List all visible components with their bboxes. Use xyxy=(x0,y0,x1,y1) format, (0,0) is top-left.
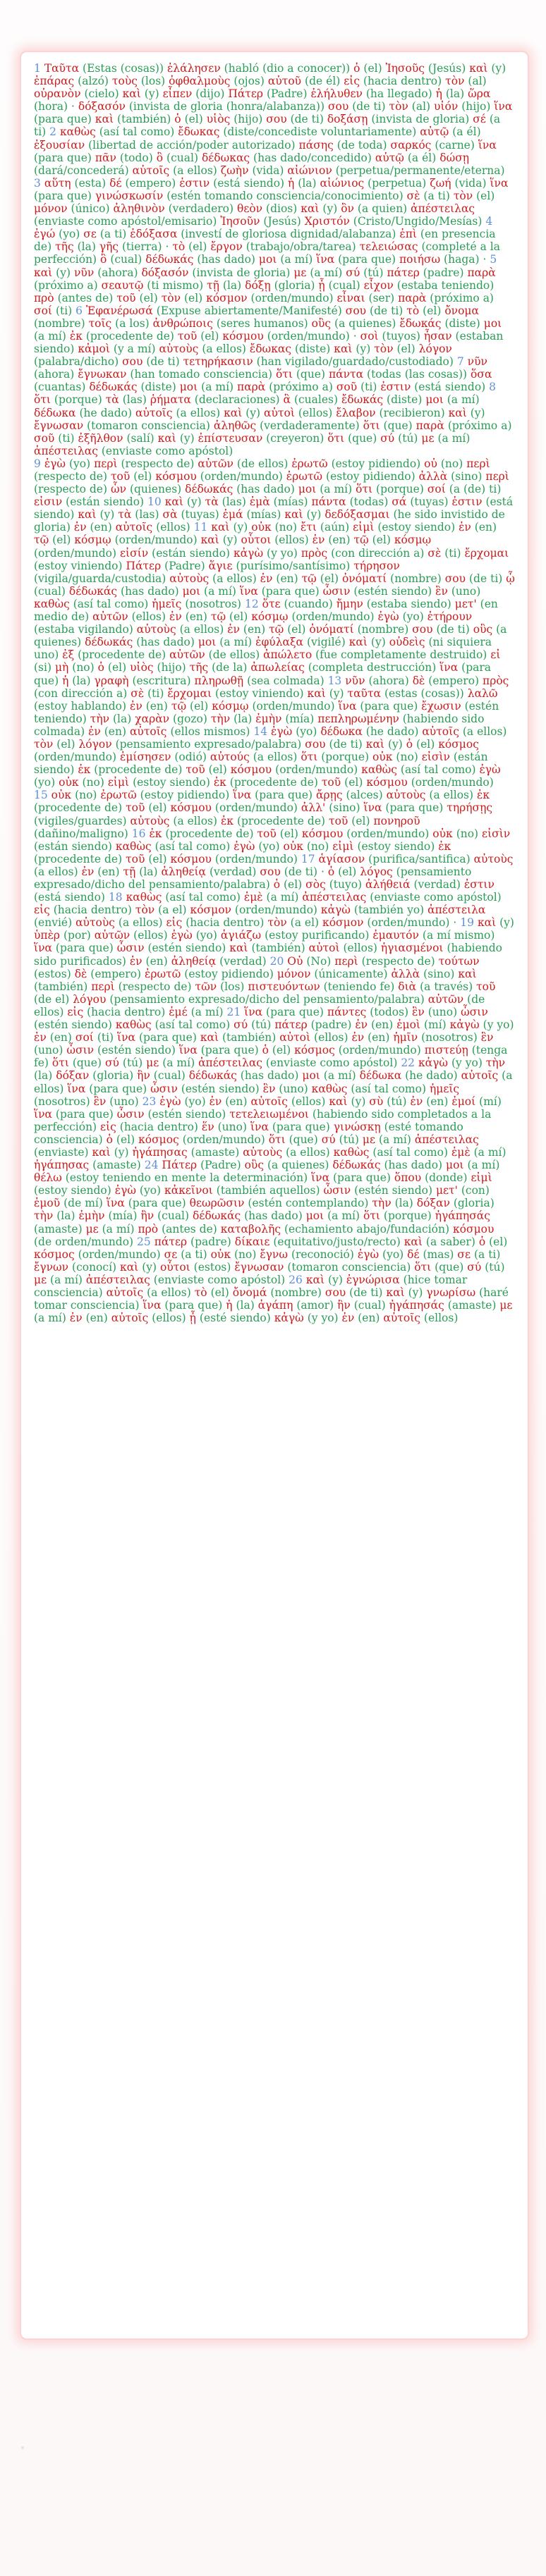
passage-closing: 15 οὐκ (no) ἐρωτῶ (estoy pidiendo) ἵνα (para que) ἄρῃς (alces) αὐτοὺς (a ellos) ἐκ (procedente de) τοῦ (el) κόσμου (orden/mundo) ἀλλ' (sino) ἵνα (para que) τηρήσῃς (vigiles/guardes) αὐτοὺς (a ellos) ἐκ (procedente de) τοῦ (el) πονηροῦ (dañino/maligno) 16 ἐκ (procedente de) τοῦ (el) κόσμου (orden/mundo) οὐκ (no) εἰσὶν (están siendo) καθὼς (así tal como) ἐγὼ (yo) οὐκ (no) εἰμὶ (estoy siendo) ἐκ (procedente de) τοῦ (el) κόσμου (orden/mundo) 17 ἁγίασον (purifica/santifica) αὐτοὺς (a ellos) ἐν (en) τῇ (la) ἀληθείᾳ (verdad) σου (de ti) · ὁ (el) λόγος (pensamiento expresado/dicho del pensamiento/palabra) ὁ (el) σὸς (tuyo) ἀλήθειά (verdad) ἐστιν (está siendo) 18 καθὼς (así tal como) ἐμὲ (a mí) ἀπέστειλας (enviaste como apóstol) εἰς (hacia dentro) τὸν (a el) κόσμον (orden/mundo) κἀγὼ (también yo) ἀπέστειλα (envié) αὐτοὺς (a ellos) εἰς (hacia dentro) τὸν (a el) κόσμον (orden/mundo) · 19 καὶ (y) ὑπὲρ (por) αὐτῶν (ellos) ἐγὼ (yo) ἁγιάζω (estoy purificando) ἐμαυτόν (a mí mismo) ἵνα (para que) ὦσιν (estén siendo) καὶ (también) αὐτοὶ (ellos) ἡγιασμένοι (habiendo sido purificados) ἐν (en) ἀληθείᾳ (verdad) 20 Οὐ (No) περὶ (respecto de) τούτων (estos) δὲ (empero) ἐρωτῶ (estoy pidiendo) μόνον (únicamente) ἀλλὰ (sino) καὶ (también) περὶ (respecto de) τῶν (los) πιστευόντων (teniendo fe) διὰ (a través) τοῦ (de el) λόγου (pensamiento expresado/dicho del pensamiento/palabra) αὐτῶν (de ellos) εἰς (hacia dentro) ἐμέ (a mí) 21 ἵνα (para que) πάντες (todos) ἓν (uno) ὦσιν (estén siendo) καθὼς (así tal como) σύ (tú) πάτερ (padre) ἐν (en) ἐμοὶ (mí) κἀγὼ (y yo) ἐν (en) σοί (ti) ἵνα (para que) καὶ (también) αὐτοὶ (ellos) ἐν (en) ἡμῖν (nosotros) ἓν (uno) ὦσιν (estén siendo) ἵνα (para que) ὁ (el) κόσμος (orden/mundo) πιστεύῃ (tenga fe) ὅτι (que) σύ (tú) με (a mí) ἀπέστειλας (enviaste como apóstol) 22 κἀγὼ (y yo) τὴν (la) δόξαν (gloria) ἣν (cual) δέδωκάς (has dado) μοι (a mí) δέδωκα (he dado) αὐτοῖς (a ellos) ἵνα (para que) ὦσιν (estén siendo) ἓν (uno) καθὼς (así tal como) ἡμεῖς (nosotros) ἓν (uno) 23 ἐγὼ (yo) ἐν (en) αὐτοῖς (ellos) καὶ (y) σὺ (tú) ἐν (en) ἐμοί (mí) ἵνα (para que) ὦσιν (estén siendo) τετελειωμένοι (habiendo sido completados a la perfección) εἰς (hacia dentro) ἕν (uno) ἵνα (para que) γινώσκῃ (esté tomando consciencia) ὁ (el) κόσμος (orden/mundo) ὅτι (que) σύ (tú) με (a mí) ἀπέστειλας (enviaste) καὶ (y) ἠγάπησας (amaste) αὐτοὺς (a ellos) καθὼς (así tal como) ἐμὲ (a mí) ἠγάπησας (amaste) 24 Πάτερ (Padre) οὓς (a quienes) δέδωκάς (has dado) μοι (a mí) θέλω (estoy teniendo en mente la determinación) ἵνα (para que) ὅπου (donde) εἰμὶ (estoy siendo) ἐγὼ (yo) κἀκεῖνοι (también aquellos) ὦσιν (estén siendo) μετ' (con) ἐμοῦ (de mí) ἵνα (para que) θεωρῶσιν (estén contemplando) τὴν (la) δόξαν (gloria) τὴν (la) ἐμὴν (mía) ἣν (cual) δέδωκάς (has dado) μοι (a mí) ὅτι (porque) ἠγάπησάς (amaste) με (a mí) πρὸ (antes de) καταβολῆς (echamiento abajo/fundación) κόσμου (de orden/mundo) 25 πάτερ (padre) δίκαιε (equitativo/justo/recto) καὶ (a saber) ὁ (el) κόσμος (orden/mundo) σε (a ti) οὐκ (no) ἔγνω (reconoció) ἐγὼ (yo) δέ (mas) σε (a ti) ἔγνων (conocí) καὶ (y) οὗτοι (estos) ἔγνωσαν (tomaron consciencia) ὅτι (que) σύ (tú) με (a mí) ἀπέστειλας (enviaste como apóstol) 26 καὶ (y) ἐγνώρισα (hice tomar consciencia) αὐτοῖς (a ellos) τὸ (el) ὄνομά (nombre) σου (de ti) καὶ (y) γνωρίσω (haré tomar consciencia) ἵνα (para que) ἡ (la) ἀγάπη (amor) ἣν (cual) ἠγάπησάς (amaste) με (a mí) ἐν (en) αὐτοῖς (ellos) ᾖ (esté siendo) κἀγὼ (y yo) ἐν (en) αὐτοῖς (ellos) xyxy=(34,789,514,1325)
decorative-dot xyxy=(21,2446,24,2449)
text-panel xyxy=(20,51,529,2340)
passage-intro: 1 Ταῦτα (Estas (cosas)) ἐλάλησεν (habló (dio a conocer)) ὁ (el) Ἰησοῦς (Jesús) καὶ (y) ἐπάρας (alzó) τοὺς (los) ὀφθαλμοὺς (ojos) αὐτοῦ (de él) εἰς (hacia dentro) τὸν (al) οὐρανὸν (cielo) καὶ (y) εἶπεν (dijo) Πάτερ (Padre) ἐλήλυθεν (ha llegado) ἡ (la) ὥρα (hora) · δόξασόν (invista de gloria (honra/alabanza)) σου (de ti) τὸν (al) υἱόν (hijo) ἵνα (para que) καὶ (también) ὁ (el) υἱὸς (hijo) σου (de ti) δοξάσῃ (invista de gloria) σέ (a ti) 2 καθὼς (así tal como) ἔδωκας (diste/concediste voluntariamente) αὐτῷ (a él) ἐξουσίαν (libertad de acción/poder autorizado) πάσης (de toda) σαρκός (carne) ἵνα (para que) πᾶν (todo) ὃ (cual) δέδωκας (has dado/concedido) αὐτῷ (a él) δώσῃ (dará/concederá) αὐτοῖς (a ellos) ζωὴν (vida) αἰώνιον (perpetua/permanente/eterna) 3 αὕτη (esta) δέ (empero) ἐστιν (está siendo) ἡ (la) αἰώνιος (perpetua) ζωή (vida) ἵνα (para que) γινώσκωσίν (estén tomando consciencia/conocimiento) σὲ (a ti) τὸν (el) μόνον (único) ἀληθινὸν (verdadero) θεὸν (dios) καὶ (y) ὃν (a quien) ἀπέστειλας (enviaste como apóstol/emisario) Ἰησοῦν (Jesús) Χριστόν (Cristo/Ungido/Mesías) 4 ἐγώ (yo) σε (a ti) ἐδόξασα (investí de gloriosa dignidad/alabanza) ἐπὶ (en presencia de) τῆς (la) γῆς (tierra) · τὸ (el) ἔργον (trabajo/obra/tarea) τελειώσας (completé a la perfección) ὃ (cual) δέδωκάς (has dado) μοι (a mí) ἵνα (para que) ποιήσω (haga) · 5 καὶ (y) νῦν (ahora) δόξασόν (invista de gloria) με (a mí) σύ (tú) πάτερ (padre) παρὰ (próximo a) σεαυτῷ (ti mismo) τῇ (la) δόξῃ (gloria) ᾗ (cual) εἶχον (estaba teniendo) πρὸ (antes de) τοῦ (el) τὸν (el) κόσμον (orden/mundo) εἶναι (ser) παρὰ (próximo a) σοί (ti) 6 Ἐφανέρωσά (Expuse abiertamente/Manifesté) σου (de ti) τὸ (el) ὄνομα (nombre) τοῖς (a los) ἀνθρώποις (seres humanos) οὓς (a quienes) ἔδωκάς (diste) μοι (a mí) ἐκ (procedente de) τοῦ (el) κόσμου (orden/mundo) · σοὶ (tuyos) ἦσαν (estaban siendo) κἀμοὶ (y a mí) αὐτοὺς (a ellos) ἔδωκας (diste) καὶ (y) τὸν (el) λόγον (palabra/dicho) σου (de ti) τετηρήκασιν (han vigilado/guardado/custodiado) 7 νῦν (ahora) ἔγνωκαν (han tomado consciencia) ὅτι (que) πάντα (todas (las cosas)) ὅσα (cuantas) δέδωκάς (diste) μοι (a mí) παρὰ (próximo a) σοῦ (ti) ἐστιν (está siendo) 8 ὅτι (porque) τὰ (las) ῥήματα (declaraciones) ἃ (cuales) ἔδωκάς (diste) μοι (a mí) δέδωκα (he dado) αὐτοῖς (a ellos) καὶ (y) αὐτοὶ (ellos) ἔλαβον (recibieron) καὶ (y) ἔγνωσαν (tomaron consciencia) ἀληθῶς (verdaderamente) ὅτι (que) παρὰ (próximo a) σοῦ (ti) ἐξῆλθον (salí) καὶ (y) ἐπίστευσαν (creyeron) ὅτι (que) σύ (tú) με (a mí) ἀπέστειλας (enviaste como apóstol) xyxy=(34,62,513,457)
passage-middle: 9 ἐγὼ (yo) περὶ (respecto de) αὐτῶν (de ellos) ἐρωτῶ (estoy pidiendo) οὐ (no) περὶ (respecto de) τοῦ (el) κόσμου (orden/mundo) ἐρωτῶ (estoy pidiendo) ἀλλὰ (sino) περὶ (respecto de) ὧν (quienes) δέδωκάς (has dado) μοι (a mí) ὅτι (porque) σοί (a (de) ti) εἰσιν (están siendo) 10 καὶ (y) τὰ (las) ἐμὰ (mías) πάντα (todas) σά (tuyas) ἐστιν (está siendo) καὶ (y) τὰ (las) σὰ (tuyas) ἐμά (mías) καὶ (y) δεδόξασμαι (he sido invistido de gloria) ἐν (en) αὐτοῖς (ellos) 11 καὶ (y) οὐκ (no) ἔτι (aún) εἰμὶ (estoy siendo) ἐν (en) τῷ (el) κόσμῳ (orden/mundo) καὶ (y) οὗτοι (ellos) ἐν (en) τῷ (el) κόσμῳ (orden/mundo) εἰσίν (están siendo) κἀγὼ (y yo) πρὸς (con dirección a) σὲ (ti) ἔρχομαι (estoy viniendo) Πάτερ (Padre) ἅγιε (purísimo/santísimo) τήρησον (vigila/guarda/custodia) αὐτοὺς (a ellos) ἐν (en) τῷ (el) ὀνόματί (nombre) σου (de ti) ᾧ (cual) δέδωκάς (has dado) μοι (a mí) ἵνα (para que) ὦσιν (estén siendo) ἓν (uno) καθὼς (así tal como) ἡμεῖς (nosotros) 12 ὅτε (cuando) ἤμην (estaba siendo) μετ' (en medio de) αὐτῶν (ellos) ἐν (en) τῷ (el) κόσμῳ (orden/mundo) ἐγὼ (yo) ἐτήρουν (estaba vigilando) αὐτοὺς (a ellos) ἐν (en) τῷ (el) ὀνόματί (nombre) σου (de ti) οὓς (a quienes) δέδωκάς (has dado) μοι (a mí) ἐφύλαξα (vigilé) καὶ (y) οὐδεὶς (ni siquiera uno) ἐξ (procedente de) αὐτῶν (de ellos) ἀπώλετο (fue completamente destruido) εἰ (si) μὴ (no) ὁ (el) υἱὸς (hijo) τῆς (de la) ἀπωλείας (completa destrucción) ἵνα (para que) ἡ (la) γραφὴ (escritura) πληρωθῇ (sea colmada) 13 νῦν (ahora) δὲ (empero) πρὸς (con dirección a) σὲ (ti) ἔρχομαι (estoy viniendo) καὶ (y) ταῦτα (estas (cosas)) λαλῶ (estoy hablando) ἐν (en) τῷ (el) κόσμῳ (orden/mundo) ἵνα (para que) ἔχωσιν (estén teniendo) τὴν (la) χαρὰν (gozo) τὴν (la) ἐμὴν (mía) πεπληρωμένην (habiendo sido colmada) ἐν (en) αὐτοῖς (ellos mismos) 14 ἐγὼ (yo) δέδωκα (he dado) αὐτοῖς (a ellos) τὸν (el) λόγον (pensamiento expresado/palabra) σου (de ti) καὶ (y) ὁ (el) κόσμος (orden/mundo) ἐμίσησεν (odió) αὐτούς (a ellos) ὅτι (porque) οὐκ (no) εἰσὶν (están siendo) ἐκ (procedente de) τοῦ (el) κόσμου (orden/mundo) καθὼς (así tal como) ἐγὼ (yo) οὐκ (no) εἰμὶ (estoy siendo) ἐκ (procedente de) τοῦ (el) κόσμου (orden/mundo) xyxy=(34,457,515,789)
